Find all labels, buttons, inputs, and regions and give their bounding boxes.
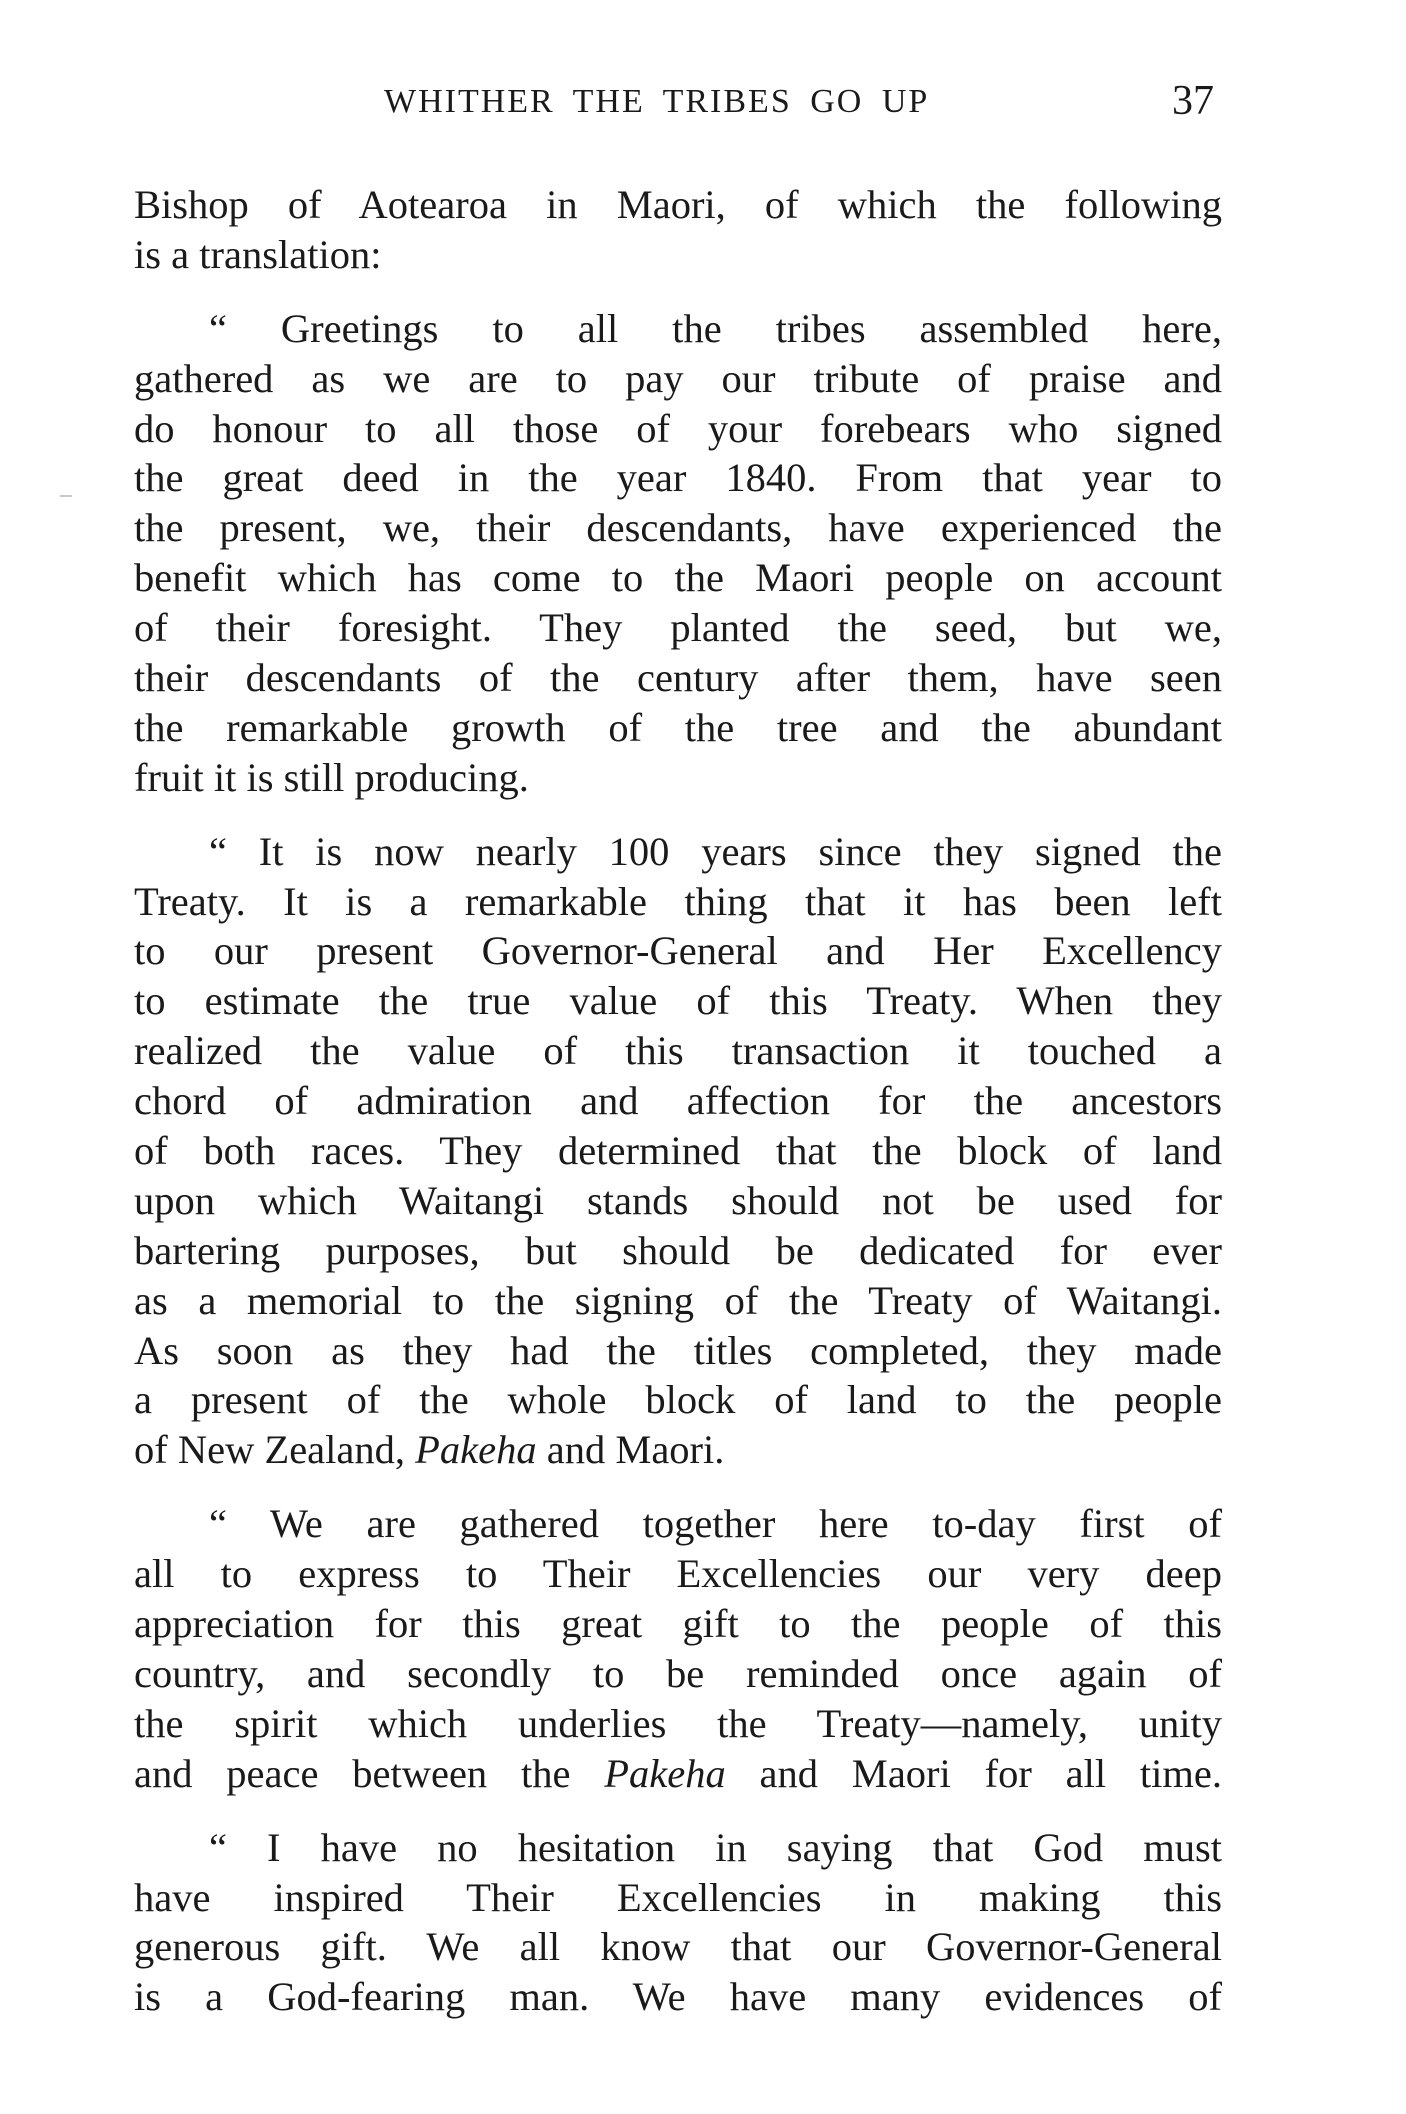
text-line: do honour to all those of your forebears who signed [134,405,1222,451]
text-line: “ We are gathered together here to-day first of [209,1501,1222,1547]
text-line: of their foresight. They planted the seed, but we, [134,605,1222,651]
text-line: is a translation: [134,231,382,277]
running-title: WHITHER THE TRIBES GO UP [384,83,930,120]
text-line: chord of admiration and affection for the ancestors [134,1078,1222,1124]
text-segment: and peace between the [134,1750,571,1796]
text-line: Bishop of Aotearoa in Maori, of which the following [134,182,1222,227]
text-line: all to express to Their Excellencies our very deep [134,1551,1222,1597]
italic-word: Pakeha [604,1750,726,1796]
text-segment: of New Zealand, [134,1427,406,1473]
margin-mark [60,495,72,497]
text-line: appreciation for this great gift to the people of this [134,1601,1222,1647]
text-line: gathered as we are to pay our tribute of praise and [134,355,1222,401]
text-line: the great deed in the year 1840. From that year to [134,455,1222,501]
text-line: to estimate the true value of this Treaty. When they [134,978,1222,1024]
text-line: generous gift. We all know that our Governor-General [134,1924,1222,1970]
text-line: their descendants of the century after them, have seen [134,655,1222,701]
text-line: benefit which has come to the Maori people on account [134,555,1222,601]
paragraph-4 [134,1499,1222,1798]
text-line: is a God-fearing man. We have many evidences of [134,1974,1222,2020]
text-line: have inspired Their Excellencies in making this [134,1874,1222,1920]
text-line: the remarkable growth of the tree and the abundant [134,704,1222,750]
paragraph-1 [134,180,1222,280]
text-line: “ It is now nearly 100 years since they signed the [209,828,1222,874]
text-line: bartering purposes, but should be dedicated for ever [134,1227,1222,1273]
italic-word: Pakeha [415,1427,537,1473]
text-line: “ Greetings to all the tribes assembled here, [209,305,1222,351]
text-line: Treaty. It is a remarkable thing that it has been left [134,878,1222,924]
text-line: upon which Waitangi stands should not be used for [134,1177,1222,1223]
text-line: to our present Governor-General and Her Excellency [134,928,1222,974]
paragraph-5 [134,1823,1222,2023]
text-line [134,1749,1222,1799]
text-line: fruit it is still producing. [134,754,529,800]
paragraph-2 [134,304,1222,803]
text-line: as a memorial to the signing of the Treaty of Waitangi. [134,1277,1222,1323]
text-segment: and Maori. [536,1427,725,1473]
paragraph-3 [134,827,1222,1476]
text-segment: and Maori for all time. [725,1750,1223,1796]
text-line: a present of the whole block of land to the people [134,1377,1222,1423]
text-line: realized the value of this transaction it touched a [134,1028,1222,1074]
text-line [134,1425,1222,1475]
text-line: of both races. They determined that the block of land [134,1128,1222,1174]
page-number: 37 [1172,78,1214,124]
text-line: As soon as they had the titles completed, they made [134,1327,1222,1373]
text-line: “ I have no hesitation in saying that God must [209,1824,1222,1870]
text-line: country, and secondly to be reminded once again of [134,1650,1222,1696]
text-line: the present, we, their descendants, have experienced the [134,505,1222,551]
text-line: the spirit which underlies the Treaty—namely, unity [134,1700,1222,1746]
body-text [134,180,1222,2022]
